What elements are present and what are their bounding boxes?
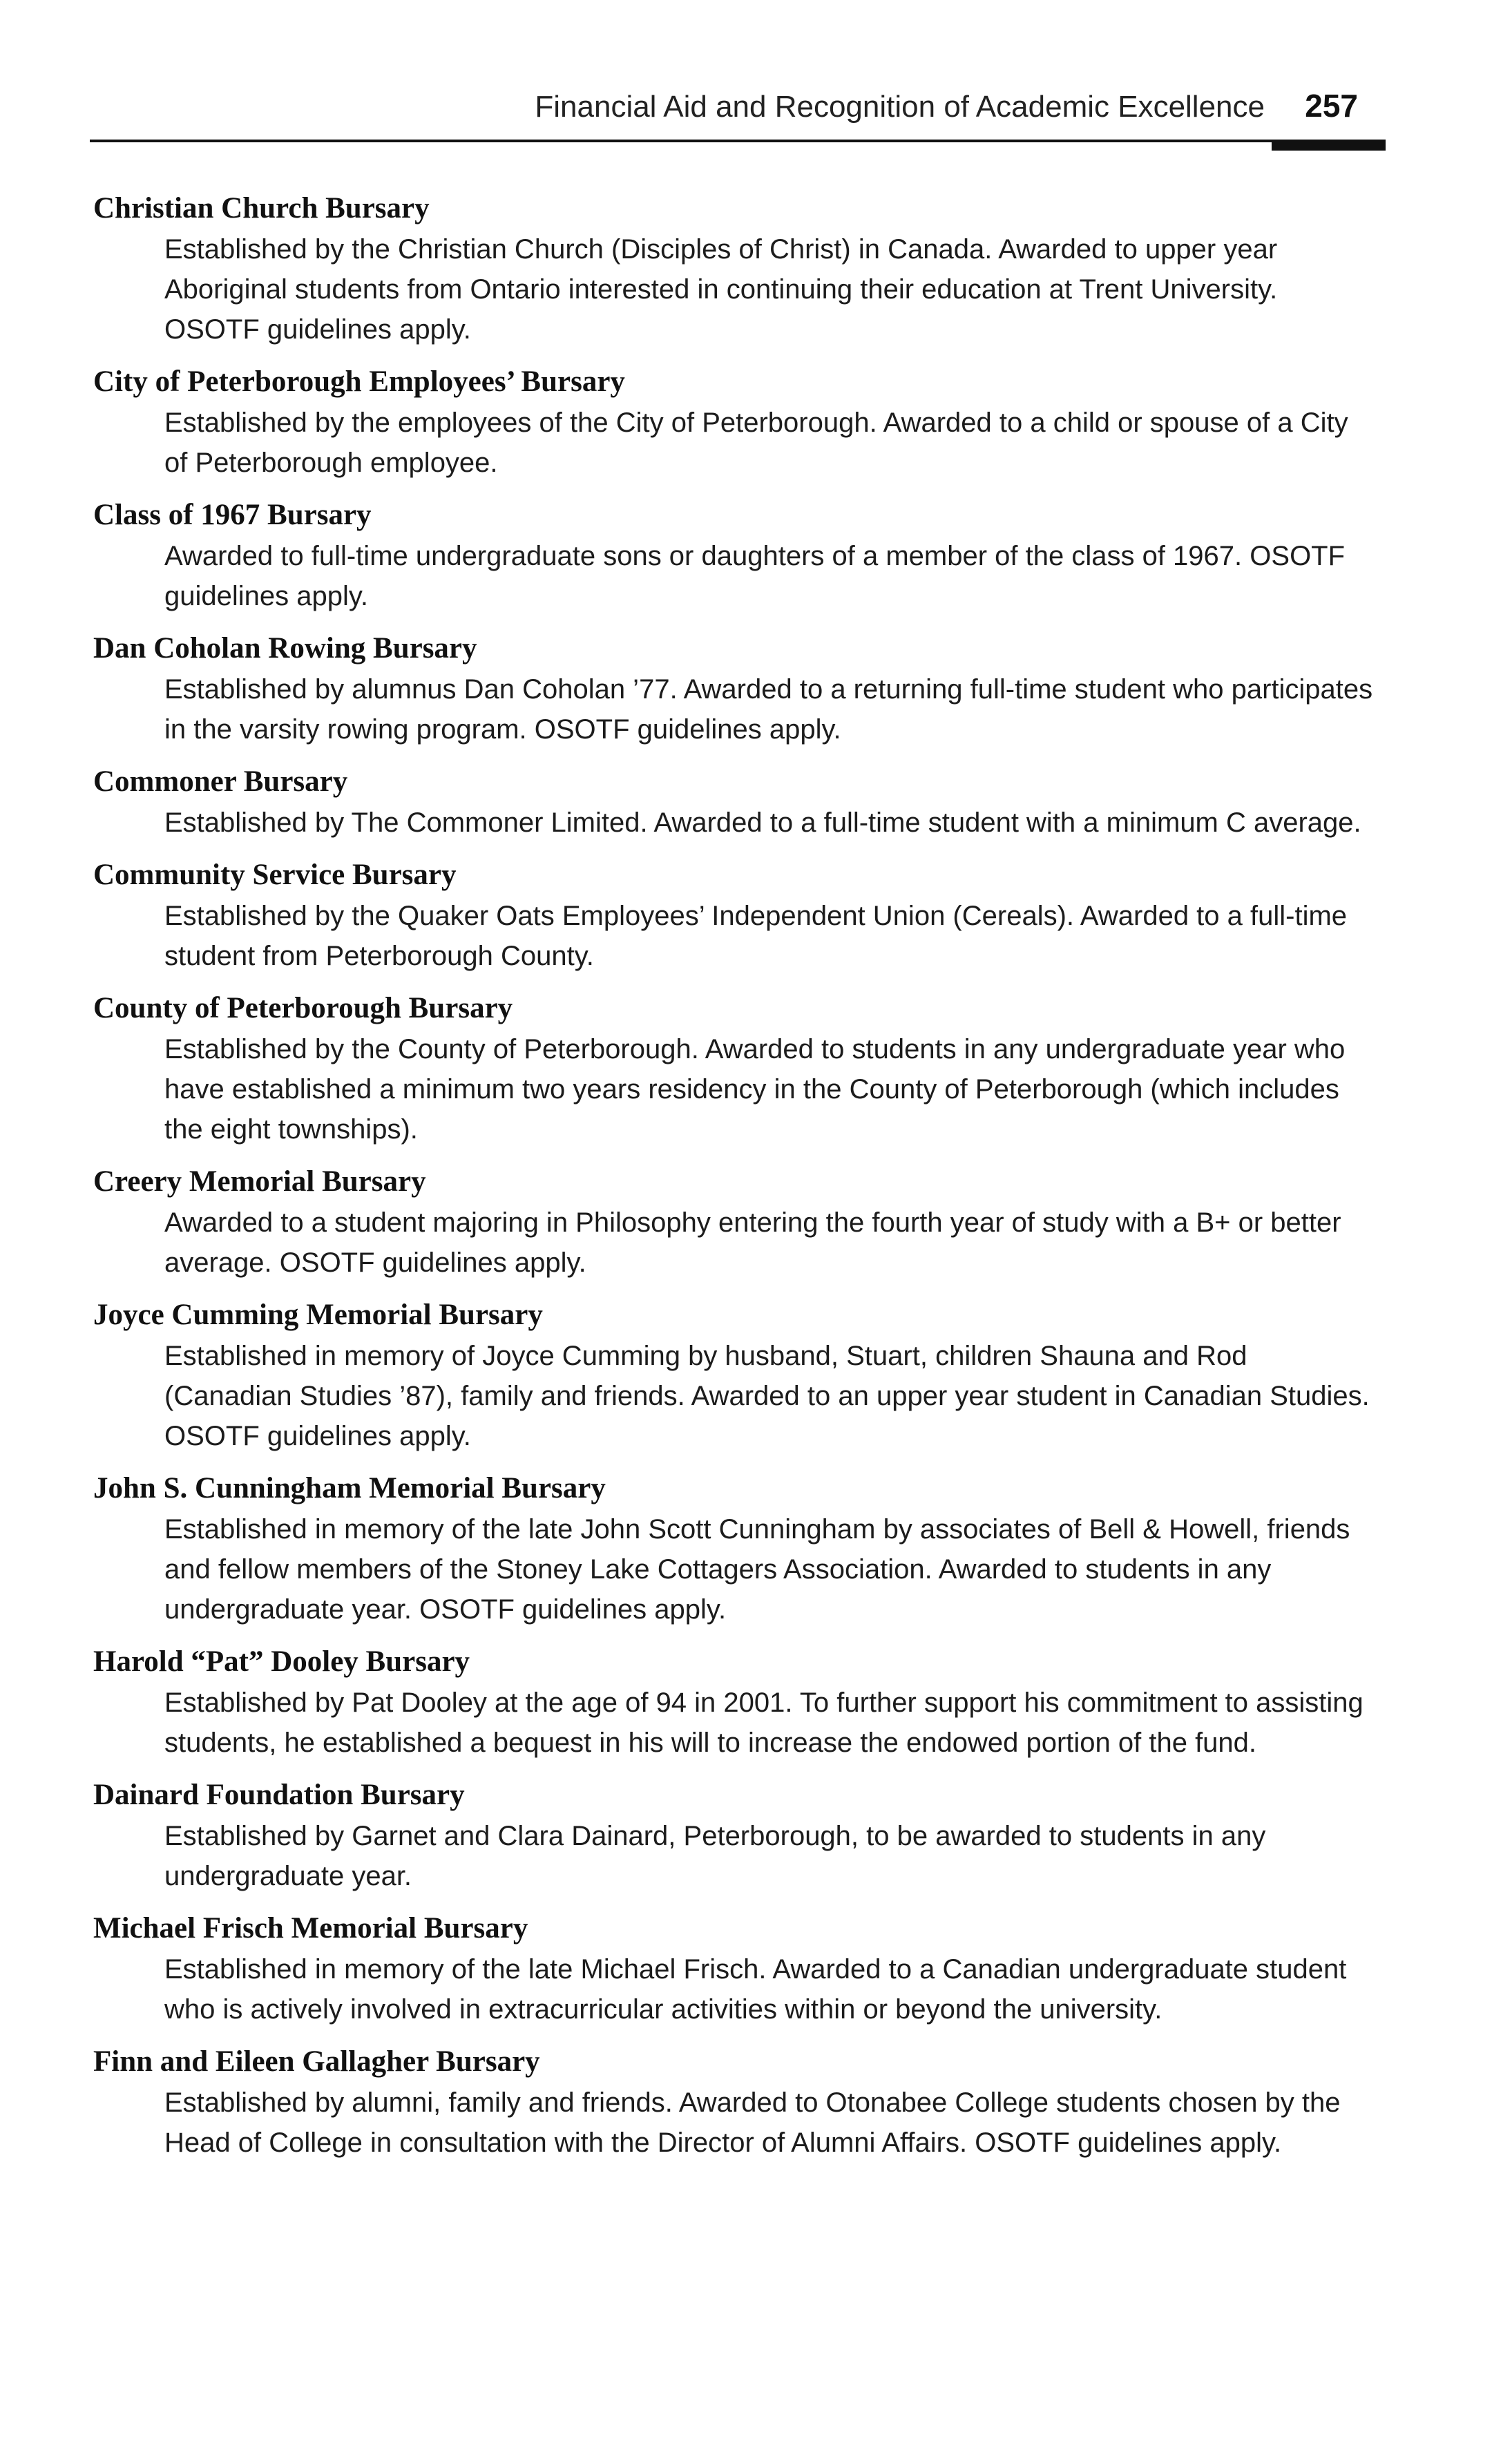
- bursary-entry: [93, 1161, 1388, 1283]
- bursary-title: Class of 1967 Bursary: [93, 499, 372, 531]
- bursary-entry: [93, 495, 1388, 616]
- header-rule-tab: [1272, 140, 1386, 151]
- bursary-description: Established by alumni, family and friends. Awarded to Otonabee College students chosen by the Head of College in consultation with the Director of Alumni Affairs. OSOTF guidelines apply.: [164, 2087, 1341, 2158]
- bursary-entry: [93, 1294, 1388, 1456]
- bursary-entry: [93, 2041, 1388, 2163]
- bursary-entry: [93, 188, 1388, 350]
- bursary-description: Established by alumnus Dan Coholan ’77. Awarded to a returning full-time student who participates in the varsity rowing program. OSOTF guidelines apply.: [164, 674, 1373, 745]
- bursary-description: Established in memory of the late John Scott Cunningham by associates of Bell & Howell, friends and fellow members of the Stoney Lake Cottagers Association. Awarded to students in any undergraduate year. OSOTF guidelines apply.: [164, 1514, 1350, 1625]
- bursary-entry: [93, 988, 1388, 1149]
- bursary-title: Michael Frisch Memorial Bursary: [93, 1912, 528, 1944]
- running-header-title: Financial Aid and Recognition of Academic Excellence: [535, 90, 1265, 124]
- bursary-description: Awarded to a student majoring in Philosophy entering the fourth year of study with a B+ or better average. OSOTF guidelines apply.: [164, 1207, 1341, 1278]
- bursary-title: Creery Memorial Bursary: [93, 1165, 426, 1198]
- bursary-title: Dainard Foundation Bursary: [93, 1779, 465, 1811]
- bursary-title: Harold “Pat” Dooley Bursary: [93, 1645, 470, 1678]
- bursary-description: Established by the County of Peterborough. Awarded to students in any undergraduate year who have established a minimum two years residency in the County of Peterborough (which includes the eight townships).: [164, 1034, 1346, 1145]
- bursary-entry: [93, 854, 1388, 976]
- bursary-entry: [93, 1908, 1388, 2029]
- bursary-title: City of Peterborough Employees’ Bursary: [93, 365, 625, 398]
- bursary-entry: [93, 1775, 1388, 1896]
- bursary-list: [93, 188, 1388, 2175]
- bursary-description: Established in memory of the late Michael Frisch. Awarded to a Canadian undergraduate student who is actively involved in extracurricular activities within or beyond the university.: [164, 1954, 1347, 2025]
- bursary-description: Established by Pat Dooley at the age of 94 in 2001. To further support his commitment to assisting students, he established a bequest in his will to increase the endowed portion of the fund.: [164, 1688, 1363, 1758]
- bursary-title: John S. Cunningham Memorial Bursary: [93, 1472, 606, 1504]
- bursary-description: Established by the Quaker Oats Employees’ Independent Union (Cereals). Awarded to a full-time student from Peterborough County.: [164, 901, 1348, 971]
- bursary-title: Community Service Bursary: [93, 859, 457, 891]
- bursary-title: Joyce Cumming Memorial Bursary: [93, 1299, 543, 1331]
- bursary-description: Established by the employees of the City of Peterborough. Awarded to a child or spouse of a City of Peterborough employee.: [164, 408, 1348, 478]
- header-rule: [90, 140, 1386, 142]
- bursary-title: Dan Coholan Rowing Bursary: [93, 632, 477, 665]
- bursary-entry: [93, 628, 1388, 749]
- bursary-description: Established by the Christian Church (Disciples of Christ) in Canada. Awarded to upper year Aboriginal students from Ontario interested in continuing their education at Trent University. OSOTF guidelines apply.: [164, 234, 1278, 345]
- bursary-description: Established by The Commoner Limited. Awarded to a full-time student with a minimum C average.: [164, 807, 1361, 838]
- bursary-description: Established by Garnet and Clara Dainard, Peterborough, to be awarded to students in any undergraduate year.: [164, 1821, 1266, 1891]
- bursary-description: Awarded to full-time undergraduate sons or daughters of a member of the class of 1967. OSOTF guidelines apply.: [164, 541, 1346, 611]
- bursary-title: Finn and Eileen Gallagher Bursary: [93, 2045, 540, 2078]
- bursary-entry: [93, 1468, 1388, 1630]
- bursary-title: County of Peterborough Bursary: [93, 992, 513, 1024]
- page-header: [90, 82, 1386, 144]
- bursary-title: Christian Church Bursary: [93, 192, 430, 224]
- bursary-entry: [93, 761, 1388, 843]
- bursary-title: Commoner Bursary: [93, 765, 348, 798]
- bursary-entry: [93, 1641, 1388, 1763]
- bursary-entry: [93, 361, 1388, 483]
- bursary-description: Established in memory of Joyce Cumming by husband, Stuart, children Shauna and Rod (Canadian Studies ’87), family and friends. Awarded to an upper year student in Canadian Studies. OSOTF guidelines apply.: [164, 1341, 1370, 1451]
- page-number: 257: [1305, 88, 1358, 124]
